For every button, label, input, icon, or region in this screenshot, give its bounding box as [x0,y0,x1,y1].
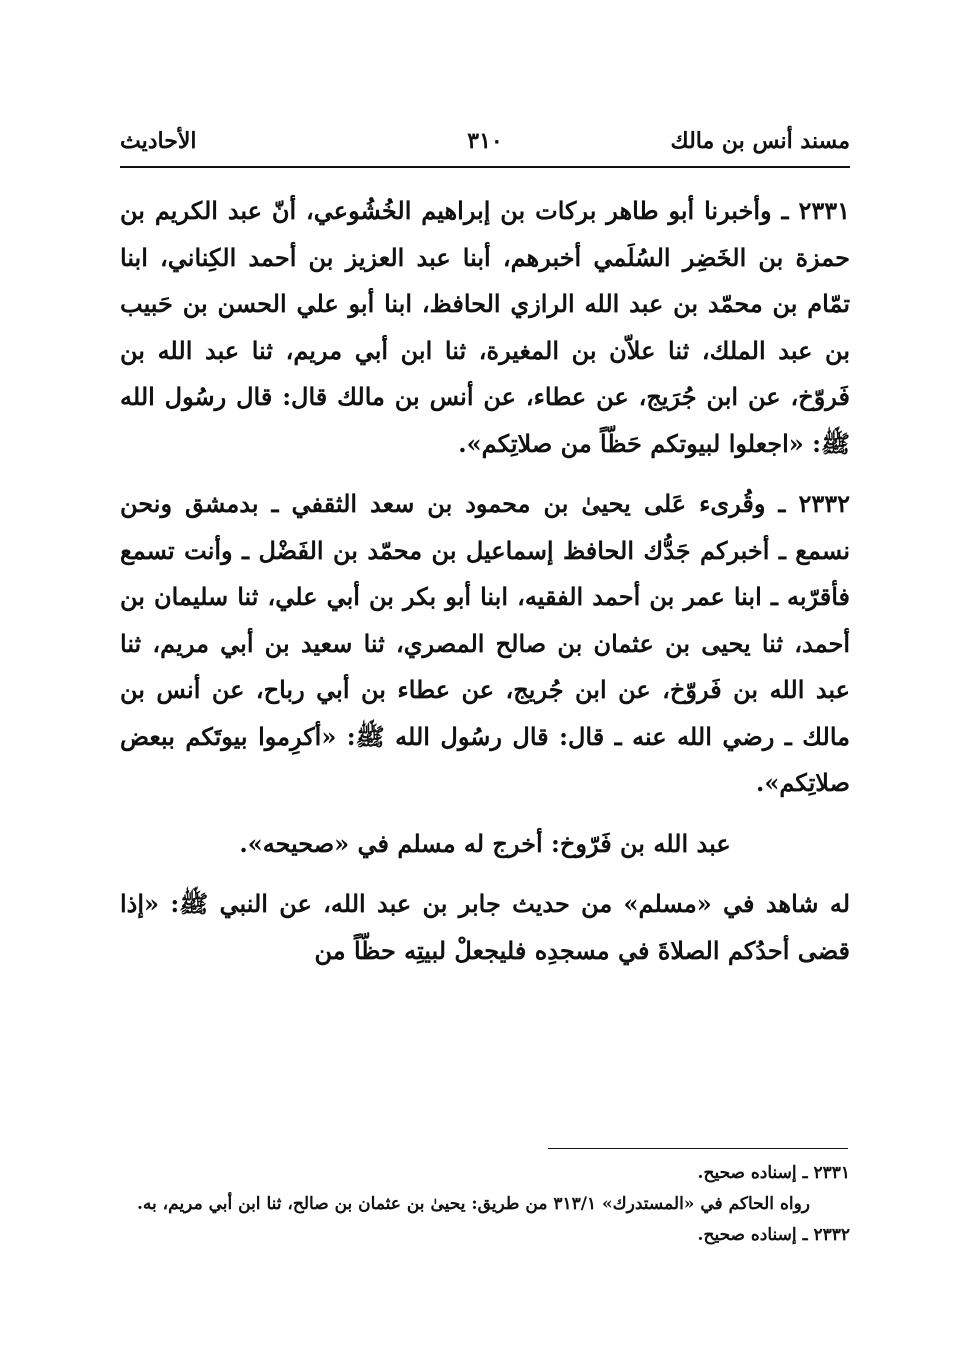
hadith-2331: ٢٣٣١ ـ وأخبرنا أبو طاهر بركات بن إبراهيم الخُشُوعي، أنّ عبد الكريم بن حمزة بن الخَضِر السُلَمي أخبرهم، أبنا عبد العزيز بن أحمد الكِناني، ابنا تمّام بن محمّد بن عبد الله الرازي الحافظ، ابنا أبو علي الحسن بن حَبيب بن عبد الملك، ثنا علاّن بن المغيرة، ثنا ابن أبي مريم، ثنا عبد الله بن فَروّخ، عن ابن جُرَيج، عن عطاء، عن أنس بن مالك قال: قال رسُول الله ﷺ: «اجعلوا لبيوتكم حَظّاً من صلاتِكم». [120,196,850,458]
running-header [120,128,850,164]
main-text [120,188,850,974]
hadith-2332: ٢٣٣٢ ـ وقُرىء عَلى يحيىٰ بن محمود بن سعد الثقفي ـ بدمشق ونحن نسمع ـ أخبركم جَدُّك الحافظ إسماعيل بن محمّد بن الفَضْل ـ وأنت تسمع فأقرّبه ـ ابنا عمر بن أحمد الفقيه، ابنا أبو بكر بن أبي علي، ثنا سليمان بن أحمد، ثنا يحيى بن عثمان بن صالح المصري، ثنا سعيد بن أبي مريم، ثنا عبد الله بن فَروّخ، عن ابن جُريج، عن عطاء بن أبي رباح، عن أنس بن مالك ـ رضي الله عنه ـ قال: قال رسُول الله ﷺ: «أكرِموا بيوتَكم ببعض صلاتِكم». [120,489,850,797]
book-title: مسند أنس بن مالك [670,128,850,154]
narrator-note: عبد الله بن فَرّوخ: أخرج له مسلم في «صحيحه». [239,828,731,858]
footnotes [120,1158,850,1251]
witness-paragraph: له شاهد في «مسلم» من حديث جابر بن عبد الله، عن النبي ﷺ: «إذا قضى أحدُكم الصلاةَ في مسجدِه فليجعلْ لبيتِه حظّاً من [120,889,850,965]
section-title: الأحاديث [120,128,197,154]
header-divider [120,166,850,168]
footnote-2332: ٢٣٣٢ ـ إسناده صحيح. [697,1225,850,1245]
footnote-2331: ٢٣٣١ ـ إسناده صحيح. [697,1163,850,1183]
page-number: ٣١٠ [467,128,503,154]
footnote-2331-source: رواه الحاكم في «المستدرك» ٣١٣/١ من طريق: يحيىٰ بن عثمان بن صالح، ثنا ابن أبي مريم، به. [136,1194,810,1214]
footnote-divider [548,1148,848,1149]
